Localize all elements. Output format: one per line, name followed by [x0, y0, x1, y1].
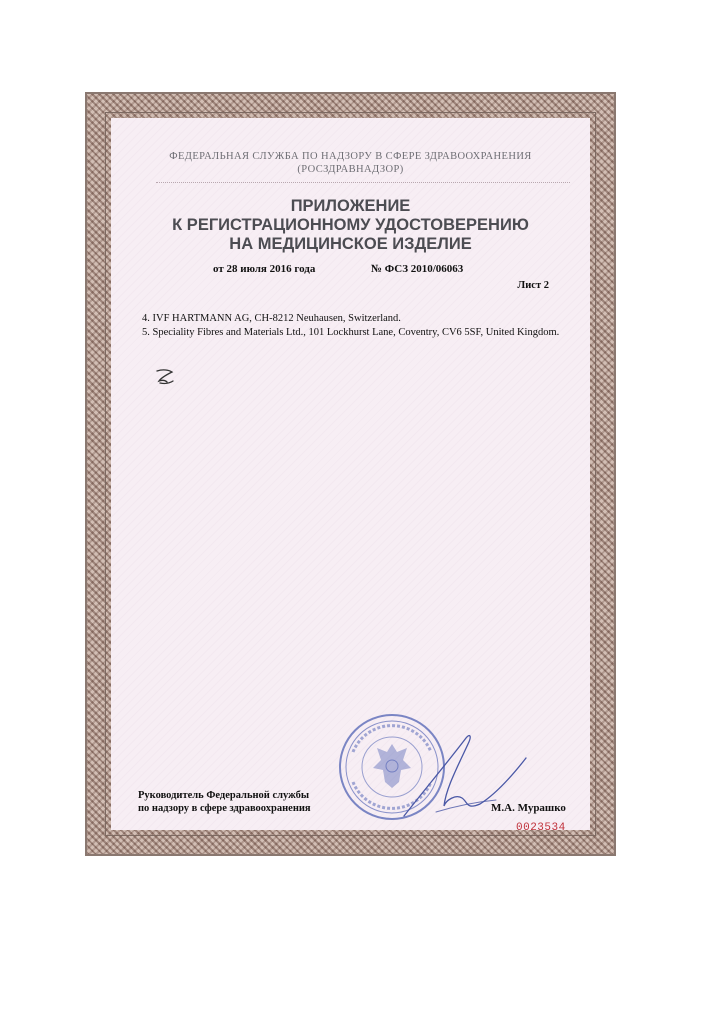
- registration-number: № ФСЗ 2010/06063: [371, 263, 464, 275]
- signer-position-line2: по надзору в сфере здравоохранения: [138, 802, 311, 814]
- handwritten-mark-icon: [151, 366, 181, 390]
- agency-abbreviation: (РОСЗДРАВНАДЗОР): [297, 164, 404, 175]
- agency-name: ФЕДЕРАЛЬНАЯ СЛУЖБА ПО НАДЗОРУ В СФЕРЕ ЗДРАВООХРАНЕНИЯ: [169, 151, 532, 162]
- ornamental-border: [85, 92, 616, 856]
- manufacturer-list: [142, 312, 560, 339]
- document-title-line3: НА МЕДИЦИНСКОЕ ИЗДЕЛИЕ: [229, 235, 472, 253]
- certificate-sheet: [111, 118, 590, 834]
- document-title-line2: К РЕГИСТРАЦИОННОМУ УДОСТОВЕРЕНИЮ: [172, 216, 529, 234]
- header-divider: [156, 182, 570, 183]
- list-item: 5. Speciality Fibres and Materials Ltd., 101 Lockhurst Lane, Coventry, CV6 5SF, United Kingdom.: [142, 326, 560, 338]
- list-item: 4. IVF HARTMANN AG, CH-8212 Neuhausen, Switzerland.: [142, 313, 401, 324]
- registration-date: от 28 июля 2016 года: [213, 263, 316, 275]
- sheet-number: Лист 2: [517, 280, 549, 291]
- document-title-line1: ПРИЛОЖЕНИЕ: [290, 197, 411, 215]
- signer-position: [138, 790, 311, 815]
- signer-name: М.А. Мурашко: [491, 802, 566, 814]
- serial-number: 0023534: [516, 822, 566, 834]
- signer-position-line1: Руководитель Федеральной службы: [138, 790, 310, 801]
